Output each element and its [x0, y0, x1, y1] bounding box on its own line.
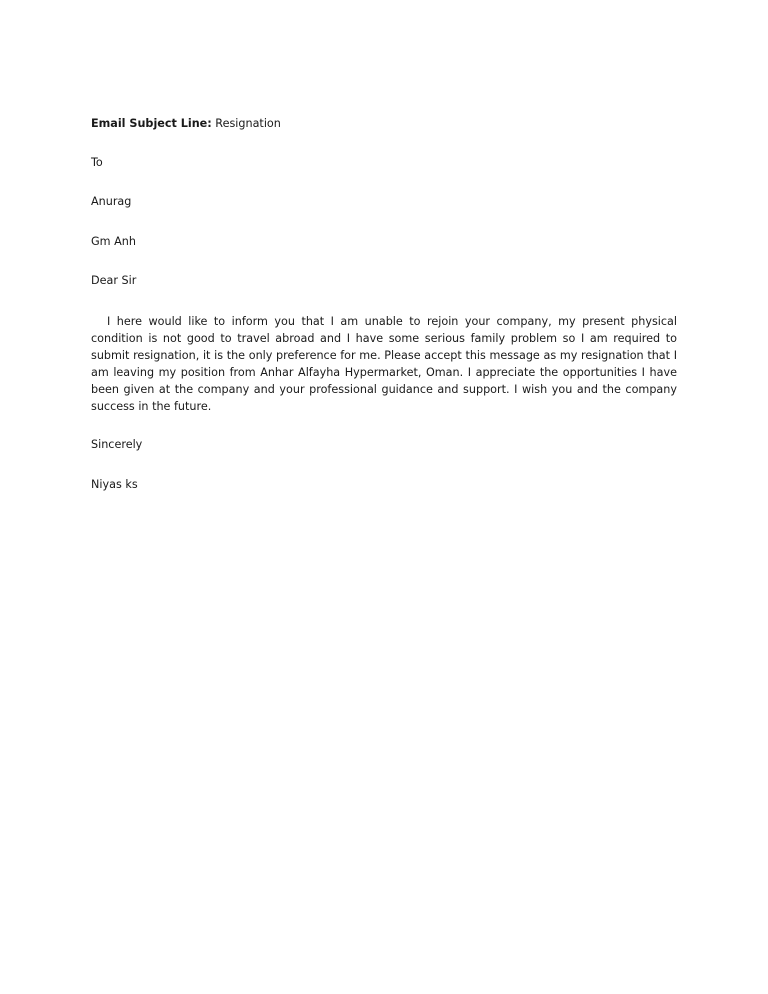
to-label: To — [91, 156, 103, 169]
letter-body: I here would like to inform you that I am unable to rejoin your company, my present physical condition is not good to travel abroad and I have some serious family problem so I am required to submit resignation, it is the only preference for me. Please accept this message as my resignation that I am leaving my position from Anhar Alfayha Hypermarket, Oman. I appreciate the opportunities I have been given at the company and your professional guidance and support. I wish you and the company success in the future. — [91, 315, 677, 413]
closing: Sincerely — [91, 438, 143, 451]
sender-name: Niyas ks — [91, 478, 138, 491]
subject-value: Resignation — [215, 117, 281, 130]
recipient-name: Anurag — [91, 195, 132, 208]
subject-line — [91, 117, 281, 131]
salutation: Dear Sir — [91, 274, 137, 287]
recipient-title: Gm Anh — [91, 235, 136, 248]
subject-label: Email Subject Line: — [91, 117, 212, 130]
